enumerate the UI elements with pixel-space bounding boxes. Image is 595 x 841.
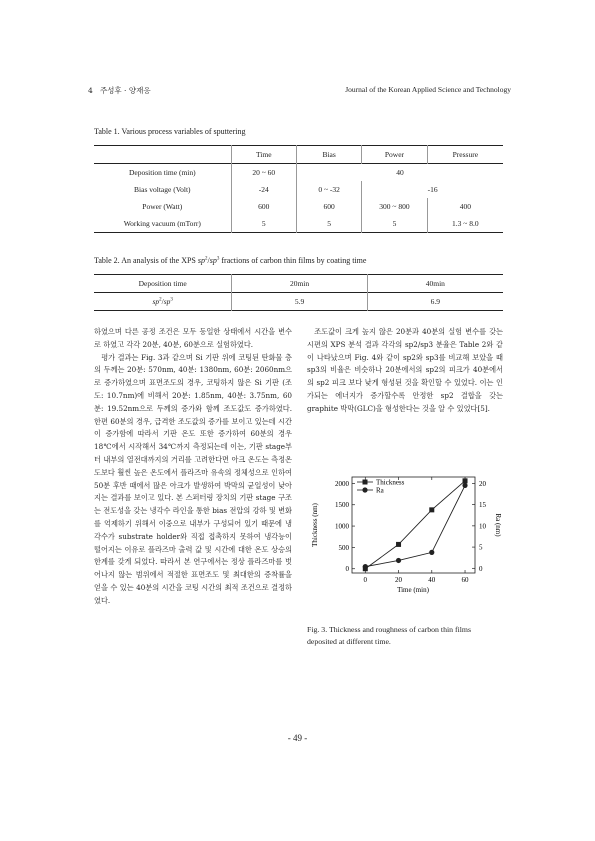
ra-point	[363, 564, 368, 569]
table1-cell: 20 ~ 60	[231, 164, 296, 182]
table-row	[94, 164, 503, 182]
x-tick-label: 0	[363, 576, 368, 584]
axis-ticks	[335, 477, 487, 584]
table1-cell: 5	[231, 215, 296, 233]
table2-row-label: $sp^2/sp^3$	[152, 297, 173, 306]
x-axis-label: Time (min)	[397, 586, 429, 594]
table2-header-cell: 40min	[367, 275, 503, 293]
y-tick-label: 500	[338, 543, 349, 552]
page-number: - 49 -	[287, 733, 308, 743]
table1-cell: 5	[362, 215, 427, 233]
table1-header-row	[94, 146, 503, 164]
table1-row-label: Bias voltage (Volt)	[134, 185, 191, 194]
thickness-point	[429, 507, 434, 512]
table2-header-row	[94, 275, 503, 293]
thickness-point	[396, 542, 401, 547]
table1-row-label: Power (Watt)	[142, 202, 183, 211]
left-column	[94, 326, 292, 608]
table1-header-cell	[94, 146, 231, 164]
figure-3-chart	[307, 472, 503, 596]
table2-header-cell: Deposition time	[138, 279, 187, 288]
table1-row-label: Deposition time (min)	[128, 168, 196, 177]
table1-row-label: Working vacuum (mTorr)	[123, 219, 201, 228]
y2-tick-label: 0	[479, 564, 483, 573]
legend	[357, 479, 405, 495]
series-line-ra	[365, 485, 465, 566]
table-row	[94, 215, 503, 233]
table-row	[94, 181, 503, 198]
table2-cell: 5.9	[232, 293, 367, 311]
author-names: 주성후 · 양재응	[99, 86, 151, 95]
y-axis-label-left: Thickness (nm)	[311, 503, 319, 547]
ra-point	[462, 483, 467, 488]
table1-cell: -16	[362, 181, 503, 198]
thickness-point	[463, 478, 468, 483]
table2-cell: 6.9	[367, 293, 503, 311]
table1-header-cell: Bias	[296, 146, 361, 164]
legend-label: Thickness	[376, 478, 405, 487]
x-tick-label: 20	[395, 576, 403, 584]
legend-label: Ra	[376, 486, 384, 495]
y-tick-label: 1500	[335, 501, 349, 510]
table1-cell: 1.3 ~ 8.0	[427, 215, 503, 233]
y-tick-label: 0	[345, 565, 349, 574]
table1-cell: 0 ~ -32	[296, 181, 361, 198]
table1-cell: 400	[427, 198, 503, 215]
table1-header-cell: Pressure	[427, 146, 503, 164]
y2-tick-label: 5	[479, 543, 483, 552]
y2-tick-label: 15	[479, 501, 486, 510]
ra-point	[429, 550, 434, 555]
right-column	[307, 326, 503, 416]
paragraph: 하였으며 다른 공정 조건은 모두 동일한 상태에서 시간을 변수로 하였고 각각 20분, 40분, 60분으로 실험하였다.	[94, 327, 292, 349]
table1-cell: 300 ~ 800	[362, 198, 427, 215]
x-tick-label: 60	[461, 576, 469, 584]
table1-cell: 5	[296, 215, 361, 233]
table1-header-cell: Power	[362, 146, 427, 164]
table1-cell: 600	[296, 198, 361, 215]
table2-caption-prefix: Table 2. An analysis of the XPS	[94, 256, 198, 265]
ra-point	[396, 558, 401, 563]
table2-caption: Table 2. An analysis of the XPS $sp^2/sp^3$ fractions of carbon thin films by coating time	[94, 256, 367, 265]
y-tick-label: 2000	[335, 479, 349, 488]
paragraph: 조도값이 크게 높지 않은 20분과 40분의 실험 변수를 갖는 시편의 XPS 분석 결과 각각의 sp2/sp3 분율은 Table 2와 같이 나타났으며 Fig. 4와 같이 sp2와 sp3를 비교해 보았을 때 sp3의 비율은 비슷하나 20분에서의 sp2의 피크가 40분에서의 sp2 피크 보다 낮게 형성된 것을 확인할 수 있었다. 이는 인가되는 에너지가 증가할수록 안정한 sp2 결합을 갖는 graphite 박막(GLC)을 형성한다는 것을 알 수 있었다[5].	[307, 327, 503, 413]
plot-frame	[352, 477, 475, 573]
figure-3-caption: Fig. 3. Thickness and roughness of carbon thin films deposited at different time.	[307, 625, 472, 646]
running-header-left	[88, 85, 151, 96]
y-axis-label-right: Ra (nm)	[494, 513, 502, 537]
table-row	[94, 293, 503, 311]
table1-caption: Table 1. Various process variables of sputtering	[94, 127, 246, 136]
table1-cell: 600	[231, 198, 296, 215]
table-row	[94, 198, 503, 215]
table2-caption-suffix: fractions of carbon thin films by coating time	[219, 256, 367, 265]
table1-cell: 40	[296, 164, 503, 182]
y2-tick-label: 20	[479, 479, 486, 488]
y2-tick-label: 10	[479, 522, 486, 531]
journal-name: Journal of the Korean Applied Science and Technology	[345, 85, 511, 94]
y-tick-label: 1000	[335, 522, 349, 531]
table2	[94, 274, 503, 311]
table2-header-cell: 20min	[232, 275, 367, 293]
table1-header-cell: Time	[231, 146, 296, 164]
table1-cell: -24	[231, 181, 296, 198]
x-tick-label: 40	[428, 576, 436, 584]
table1	[94, 145, 503, 233]
paragraph: 평가 결과는 Fig. 3과 같으며 Si 기판 위에 코팅된 탄화물 층의 두께는 20분: 570nm, 40분: 1380nm, 60분: 2060nm으로 증가하였으며 표면조도의 경우, 코팅하지 않은 Si 기판 (조도: 10.7nm)에 비해서 20분: 1.85nm, 40분: 3.75nm, 60분: 19.52nm으로 두께의 증가와 함께 조도값도 증가하였다. 한편 60분의 경우, 급격한 조도값의 증가를 보이고 있는데 시간이 증가함에 따라서 기판 온도 또한 증가하여 60분의 경우 18℃에서 시작해서 34℃까지 측정되는데 이는, 기판 stage부터 내부의 열전대까지의 거리를 고려한다면 아크 온도는 측정온도보다 훨씬 높은 온도에서 플라즈마 유속의 정체성으로 인하여 50분 후반 때에서 많은 아크가 발생하여 박막의 균일성이 낮아지는 결과를 보이고 있다. 본 스퍼터링 장치의 기판 stage 구조는 전도성을 갖는 냉각수 라인을 통한 bias 전압의 강하 및 변화를 억제하기 위해서 이중으로 내부가 구성되어 있기 때문에 냉각수가 substrate holder와 직접 접촉하지 못하여 냉각능이 떨어지는 이유로 플라즈마 출력 값 및 시간에 대한 온도 상승의 한계를 갖게 되었다. 따라서 본 연구에서는 정상 플라즈마를 벗어나지 않는 범위에서 적절한 표면조도 및 최대한의 증착률을 얻을 수 있는 40분의 시간을 코팅 시간의 최적 조건으로 결정하였다.	[94, 352, 292, 605]
page-index: 4	[88, 86, 93, 95]
